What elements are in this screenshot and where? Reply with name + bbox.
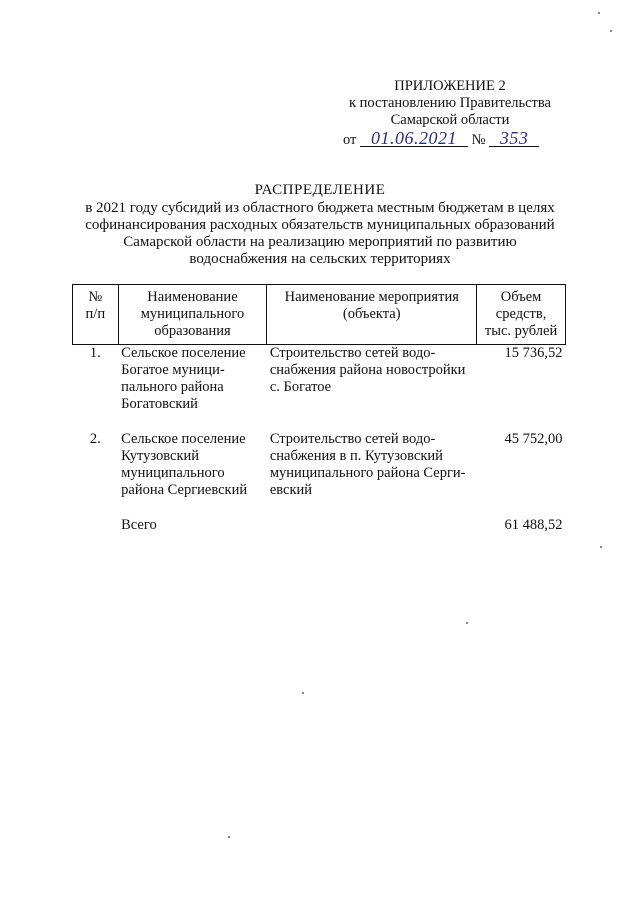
attachment-title: ПРИЛОЖЕНИЕ 2: [394, 78, 506, 94]
attachment-block: [335, 78, 565, 149]
scan-speck: [600, 546, 602, 548]
amount-cell: 15 736,52: [504, 345, 563, 361]
municipality-cell: Сельское поселение Богатое муници- пального района Богатовский: [121, 345, 246, 412]
number-label: №: [471, 132, 486, 148]
event-cell: Строительство сетей водо- снабжения района новостройки с. Богатое: [269, 345, 466, 395]
header-event: Наименование мероприятия (объекта): [267, 285, 477, 345]
from-label: от: [343, 132, 357, 148]
table-row: [73, 413, 566, 499]
header-amount: Объем средств, тыс. рублей: [477, 285, 566, 345]
title-line: софинансирования расходных обязательств муниципальных образований: [85, 217, 555, 233]
header-num: № п/п: [73, 285, 119, 345]
event-cell: Строительство сетей водо- снабжения в п. Кутузовский муниципального района Серги- евский: [269, 431, 466, 498]
header-municipality: Наименование муниципального образования: [118, 285, 267, 345]
row-number: 2.: [89, 431, 101, 447]
attachment-region: Самарской области: [390, 112, 510, 128]
document-title: [60, 182, 580, 268]
total-amount: 61 488,52: [504, 517, 563, 533]
title-line: Самарской области на реализацию мероприятий по развитию: [123, 234, 517, 250]
attachment-reference: к постановлению Правительства: [349, 95, 551, 111]
table-row: [73, 345, 566, 414]
total-label: Всего: [121, 517, 157, 533]
municipality-cell: Сельское поселение Кутузовский муниципального района Сергиевский: [121, 431, 248, 498]
scan-speck: [610, 30, 612, 32]
scan-speck: [466, 622, 468, 624]
attachment-date-row: [335, 130, 565, 149]
row-number: 1.: [89, 345, 101, 361]
title-line: в 2021 году субсидий из областного бюджета местным бюджетам в целях: [85, 200, 555, 216]
title-line: водоснабжения на сельских территориях: [189, 251, 451, 267]
amount-cell: 45 752,00: [504, 431, 563, 447]
scan-speck: [302, 692, 304, 694]
handwritten-date: 01.06.2021: [360, 130, 468, 147]
title-heading: РАСПРЕДЕЛЕНИЕ: [254, 182, 386, 198]
handwritten-number: 353: [489, 130, 539, 147]
scan-speck: [598, 12, 600, 14]
distribution-table: [72, 284, 566, 534]
table-header-row: [73, 285, 566, 345]
total-row: [73, 499, 566, 534]
scan-speck: [228, 836, 230, 838]
